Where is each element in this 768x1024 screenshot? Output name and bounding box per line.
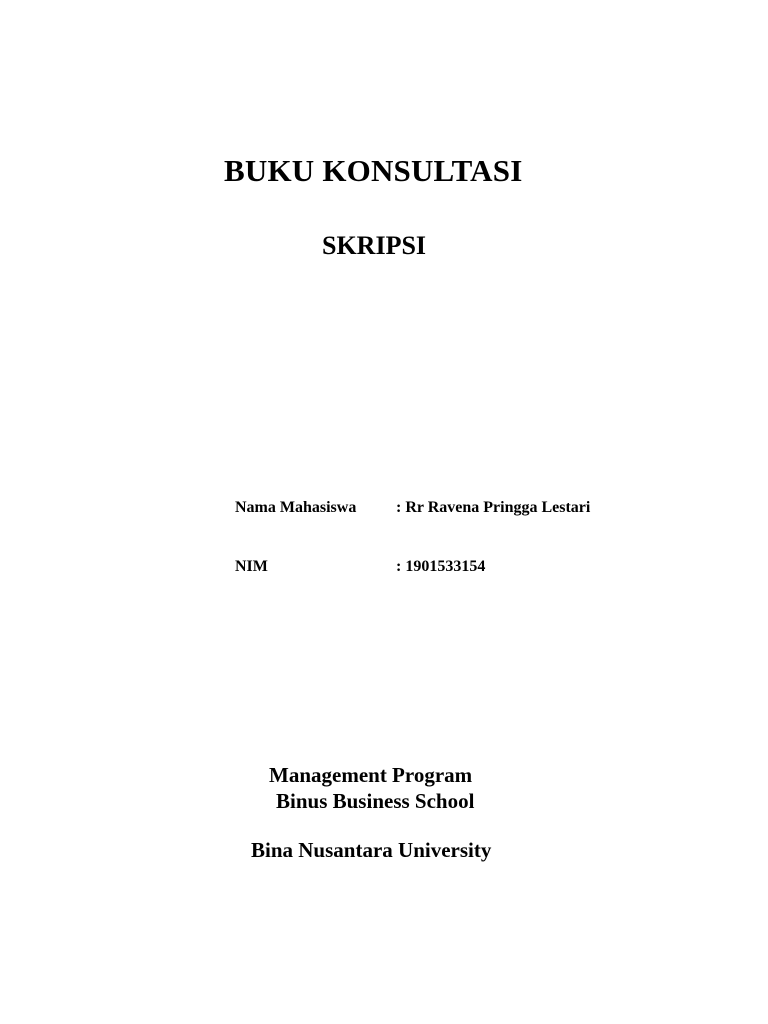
program-name: Management Program	[269, 763, 473, 787]
university-name: Bina Nusantara University	[251, 838, 492, 862]
student-nim-label: NIM	[235, 558, 268, 575]
student-name-value: : Rr Ravena Pringga Lestari	[396, 499, 591, 516]
school-name: Binus Business School	[276, 789, 475, 813]
student-nim-value: : 1901533154	[396, 558, 486, 575]
document-title: BUKU KONSULTASI	[224, 153, 523, 188]
document-subtitle: SKRIPSI	[322, 231, 427, 260]
student-name-label: Nama Mahasiswa	[235, 499, 357, 516]
